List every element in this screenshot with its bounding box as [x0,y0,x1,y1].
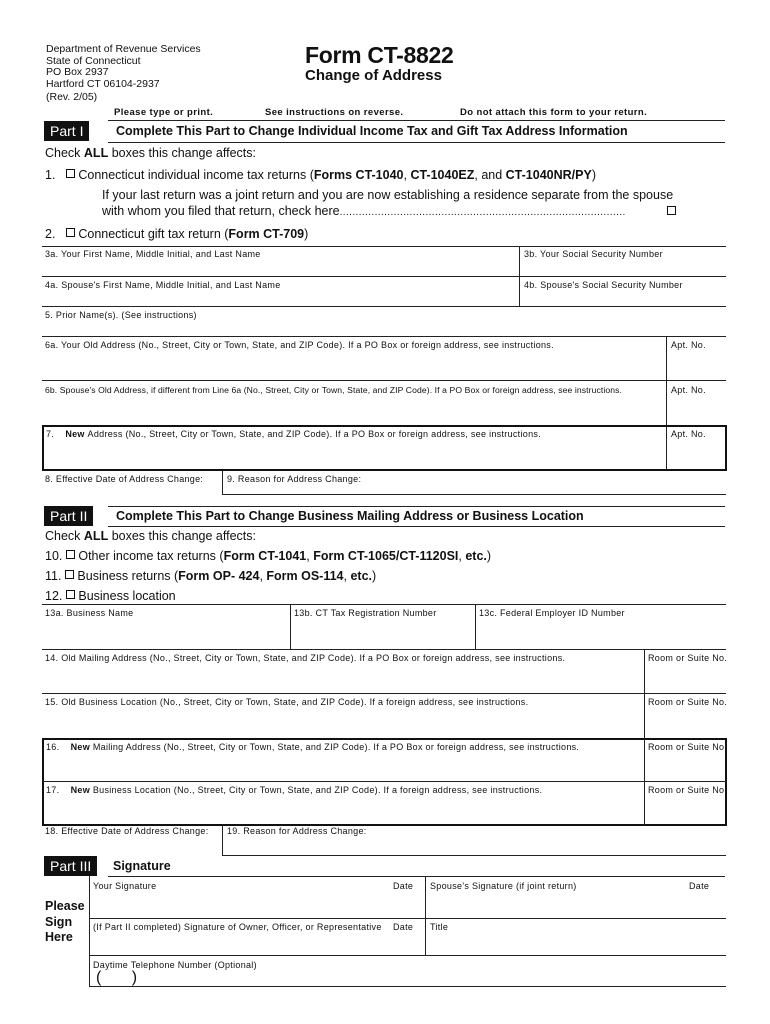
field-3a-label: 3a. Your First Name, Middle Initial, and Last Name [45,249,261,259]
new-business-location-input[interactable] [44,797,642,824]
field-16-room-label: Room or Suite No. [648,742,728,752]
field-13b-label: 13b. CT Tax Registration Number [294,608,437,618]
instruction-reverse: See instructions on reverse. [265,107,404,118]
spouse-name-input[interactable] [42,277,519,306]
date-label-2: Date [689,881,710,891]
business-effective-date-input[interactable] [42,838,220,854]
field-16-label: 16. New Mailing Address (No., Street, City or Town, State, and ZIP Code). If a PO Box or foreign address, see instructions. [46,742,580,752]
field-17-room-label: Room or Suite No. [648,785,728,795]
your-signature-label: Your Signature [93,881,157,891]
field-8-label: 8. Effective Date of Address Change: [45,474,204,484]
part2-check-all: Check ALL boxes this change affects: [45,529,256,543]
instruction-type: Please type or print. [114,107,214,118]
part2-label: Part II [44,506,93,526]
field-14-room-label: Room or Suite No. [648,653,728,663]
part3-label: Part III [44,856,97,876]
date-label-1: Date [393,881,414,891]
field-19-label: 19. Reason for Address Change: [227,826,367,836]
part3-title: Signature [113,859,171,873]
joint-return-line2: with whom you filed that return, check here.......................................................................................... [102,204,626,218]
agency-line: Department of Revenue Services [46,43,201,55]
field-6a-label: 6a. Your Old Address (No., Street, City or Town, State, and ZIP Code). If a PO Box or foreign address, see instructions. [45,340,554,350]
your-signature-input[interactable] [91,893,423,917]
owner-signature-label: (If Part II completed) Signature of Owner, Officer, or Representative [93,922,382,932]
date-label-3: Date [393,922,414,932]
new-mailing-address-input[interactable] [44,754,642,780]
joint-return-line1: If your last return was a joint return and you are now establishing a residence separate from the spouse [102,188,674,202]
item-1: 1. Connecticut individual income tax returns (Forms CT-1040, CT-1040EZ, and CT-1040NR/PY) [45,168,596,182]
new-apt-input[interactable] [668,440,725,469]
your-ssn-input[interactable] [520,246,726,276]
field-4b-label: 4b. Spouse's Social Security Number [524,280,683,290]
paren-close: ) [131,969,138,986]
title-label: Title [430,922,449,932]
prior-names-input[interactable] [42,307,726,336]
old-mailing-address-input[interactable] [42,664,642,692]
ct-tax-reg-input[interactable] [292,620,473,648]
field-6b-apt-label: Apt. No. [671,385,706,395]
old-mailing-room-input[interactable] [646,664,726,692]
part1-label: Part I [44,121,89,141]
spouse-signature-input[interactable] [427,893,726,917]
part2-title: Complete This Part to Change Business Mailing Address or Business Location [116,509,584,523]
field-15-label: 15. Old Business Location (No., Street, City or Town, State, and ZIP Code). If a foreign address, see instructions. [45,697,529,707]
old-address-input[interactable] [42,337,666,380]
phone-input[interactable] [93,970,293,986]
agency-block [46,44,201,104]
instruction-attach: Do not attach this form to your return. [460,107,648,118]
checkbox-joint-return[interactable] [667,206,676,215]
old-business-room-input[interactable] [646,708,726,737]
new-address-input[interactable] [44,440,664,469]
field-9-label: 9. Reason for Address Change: [227,474,362,484]
effective-date-input[interactable] [42,484,220,495]
spouse-ssn-input[interactable] [520,277,726,306]
field-5-label: 5. Prior Name(s). (See instructions) [45,310,197,320]
paren-open: ( [96,969,102,986]
checkbox-business-returns[interactable] [65,570,74,579]
checkbox-gift-tax[interactable] [66,228,75,237]
business-name-input[interactable] [42,620,288,648]
new-business-room-input[interactable] [646,797,725,824]
item-2: 2. Connecticut gift tax return (Form CT-709) [45,227,309,241]
agency-line: State of Connecticut [46,54,141,67]
checkbox-individual-income[interactable] [66,169,75,178]
agency-line: Hartford CT 06104-2937 [46,77,160,90]
checkbox-business-location[interactable] [66,590,75,599]
field-15-room-label: Room or Suite No. [648,697,728,707]
form-title: Form CT-8822 [305,42,454,68]
owner-signature-input[interactable] [91,934,423,954]
item-10: 10. Other income tax returns (Form CT-1041, Form CT-1065/CT-1120SI, etc.) [45,549,492,563]
please-sign-here: Please Sign Here [45,899,85,944]
form-subtitle: Change of Address [305,67,442,84]
field-18-label: 18. Effective Date of Address Change: [45,826,209,836]
title-input[interactable] [427,934,726,954]
part1-check-all: Check ALL boxes this change affects: [45,146,256,160]
spouse-old-address-input[interactable] [42,381,666,424]
field-3b-label: 3b. Your Social Security Number [524,249,663,259]
checkbox-other-income[interactable] [66,550,75,559]
business-reason-input[interactable] [224,838,726,854]
field-7-label: 7. New Address (No., Street, City or Town, State, and ZIP Code). If a PO Box or foreign address, see instructions. [46,429,541,439]
field-6a-apt-label: Apt. No. [671,340,706,350]
field-14-label: 14. Old Mailing Address (No., Street, City or Town, State, and ZIP Code). If a PO Box or foreign address, see instructions. [45,653,566,663]
field-7-apt-label: Apt. No. [671,429,706,439]
spouse-signature-label: Spouse's Signature (if joint return) [430,881,577,891]
agency-line: PO Box 2937 [46,66,109,78]
phone-label: Daytime Telephone Number (Optional) [93,960,257,970]
field-13a-label: 13a. Business Name [45,608,134,618]
new-mailing-room-input[interactable] [646,754,725,780]
old-apt-input[interactable] [668,337,726,380]
item-11: 11. Business returns (Form OP- 424, Form OS-114, etc.) [45,569,377,583]
revision: (Rev. 2/05) [46,91,98,103]
part1-title: Complete This Part to Change Individual Income Tax and Gift Tax Address Information [116,124,628,138]
your-name-input[interactable] [42,246,519,276]
spouse-old-apt-input[interactable] [668,381,726,424]
field-13c-label: 13c. Federal Employer ID Number [479,608,625,618]
field-17-label: 17. New Business Location (No., Street, City or Town, State, and ZIP Code). If a foreign address, see instructions. [46,785,543,795]
field-6b-label: 6b. Spouse's Old Address, if different from Line 6a (No., Street, City or Town, State, and ZIP Code). If a PO Box or foreign address, see instructions. [45,385,623,395]
field-4a-label: 4a. Spouse's First Name, Middle Initial, and Last Name [45,280,281,290]
old-business-location-input[interactable] [42,708,642,737]
item-12: 12. Business location [45,589,176,603]
fein-input[interactable] [477,620,726,648]
